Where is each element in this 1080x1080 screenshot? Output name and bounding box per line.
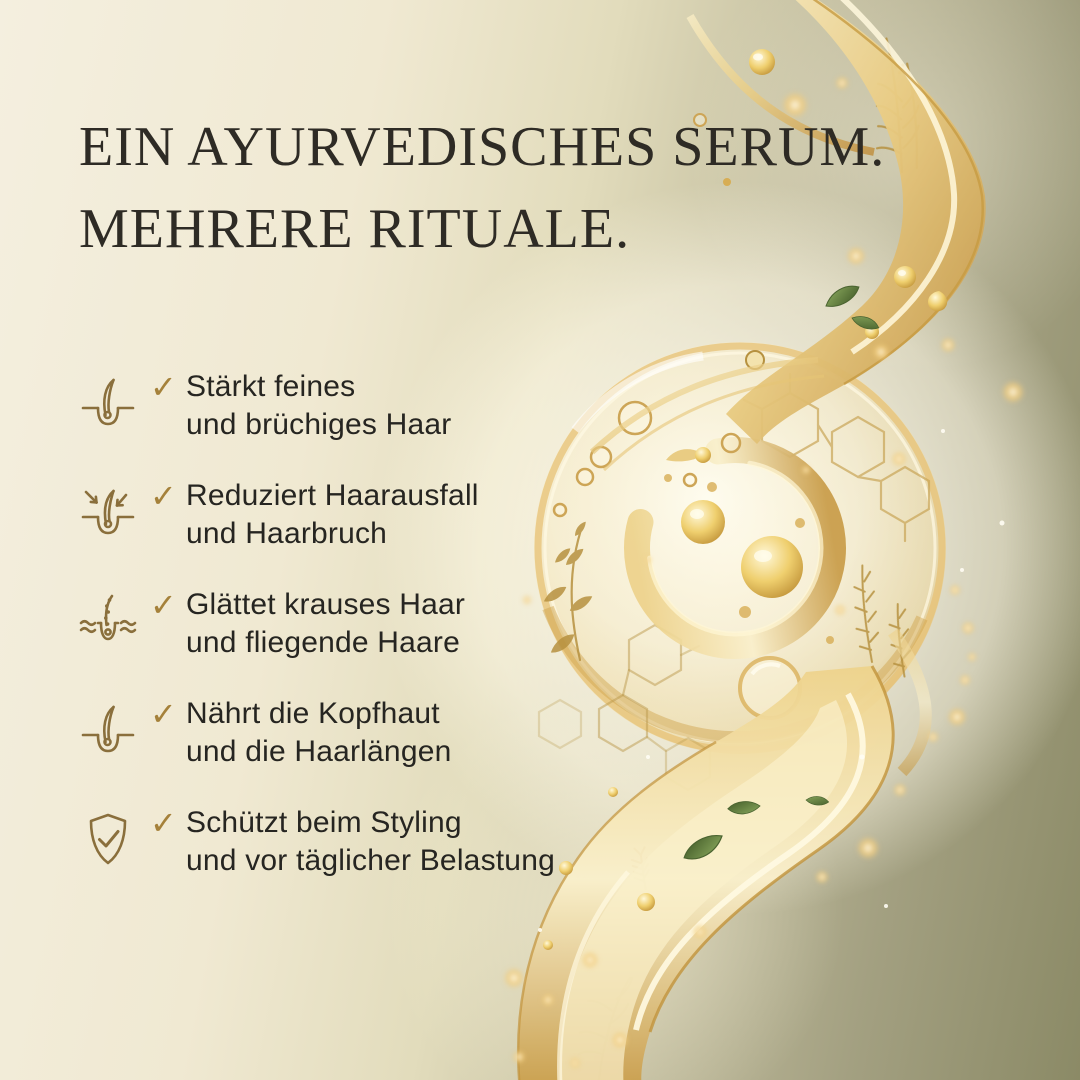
headline [79, 106, 885, 270]
benefit-line-1: Schützt beim Styling [186, 806, 462, 839]
checkmark-icon: ✓ [150, 586, 177, 624]
shield-check-icon [78, 810, 140, 874]
checkmark-icon: ✓ [150, 477, 177, 515]
benefits-list [78, 368, 555, 913]
benefit-line-1: Glättet krauses Haar [186, 588, 466, 621]
checkmark-icon: ✓ [150, 695, 177, 733]
benefit-item-reduziert [78, 477, 555, 553]
hair-loss-arrows-icon [78, 483, 140, 547]
benefit-text [186, 804, 555, 880]
benefit-item-schuetzt [78, 804, 555, 880]
benefit-line-2: und brüchiges Haar [186, 408, 452, 441]
benefit-line-2: und Haarbruch [186, 517, 388, 550]
headline-line-2: MEHRERE RITUALE. [79, 198, 631, 260]
headline-line-1: EIN AYURVEDISCHES SERUM. [79, 116, 886, 178]
benefit-item-naehrt [78, 695, 555, 771]
benefit-line-1: Nährt die Kopfhaut [186, 697, 440, 730]
smooth-frizz-icon [78, 592, 140, 656]
benefit-item-glaettet [78, 586, 555, 662]
benefit-line-2: und die Haarlängen [186, 735, 452, 768]
benefit-line-2: und fliegende Haare [186, 626, 461, 659]
checkmark-icon: ✓ [150, 368, 177, 406]
scalp-nourish-icon [78, 701, 140, 765]
benefit-text [186, 586, 465, 662]
benefit-text [186, 695, 451, 771]
benefit-text [186, 477, 479, 553]
benefit-line-1: Reduziert Haarausfall [186, 479, 479, 512]
hair-follicle-icon [78, 374, 140, 438]
benefit-item-staerkt [78, 368, 555, 444]
benefit-text [186, 368, 451, 444]
benefit-line-2: und vor täglicher Belastung [186, 844, 555, 877]
benefit-line-1: Stärkt feines [186, 370, 356, 403]
checkmark-icon: ✓ [150, 804, 177, 842]
